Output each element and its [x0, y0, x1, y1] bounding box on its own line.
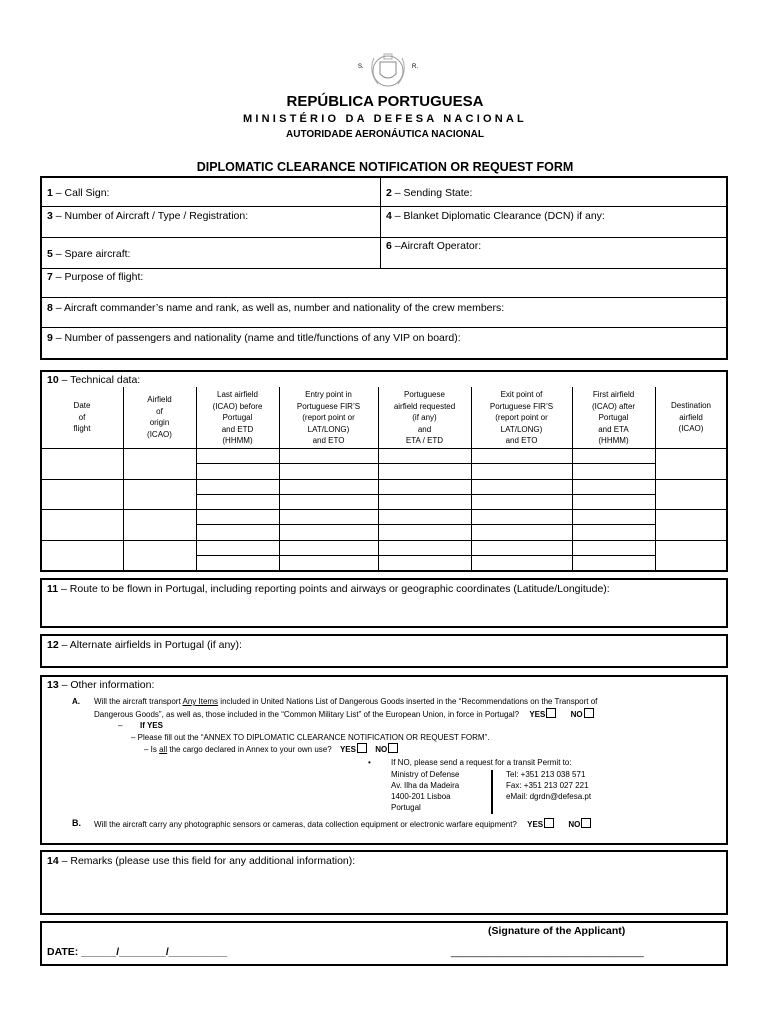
republic-title: REPÚBLICA PORTUGUESA	[286, 93, 484, 110]
spare-aircraft-field[interactable]: 5 – Spare aircraft:	[47, 248, 131, 260]
ministry-address: Ministry of Defense Av. Ilha da Madeira 1400-201 Lisboa Portugal	[391, 770, 460, 812]
cargo-own-use-question: – Is all the cargo declared in Annex to your own use? YES NO	[144, 743, 398, 755]
cargo-own-use-yes-checkbox[interactable]	[357, 743, 367, 753]
sensors-question: Will the aircraft carry any photographic sensors or cameras, data collection equipment or electronic warfare equipment? YES NO	[94, 818, 591, 830]
col-last-airfield-header: Last airfield (ICAO) before Portugal and ETD (HHMM)	[212, 390, 263, 445]
signature-label: (Signature of the Applicant)	[488, 925, 626, 937]
ministry-contact: Tel: +351 213 038 571 Fax: +351 213 027 221 eMail: dgrdn@defesa.pt	[506, 770, 592, 801]
signature-line[interactable]: _________________________________	[451, 946, 644, 958]
dangerous-goods-question: Will the aircraft transport Any Items included in United Nations List of Dangerous Goods inserted in the “Recommendations on the Transport of	[94, 697, 598, 706]
col-portuguese-airfield-header: Portuguese airfield requested (if any) and ETA / ETD	[393, 390, 456, 445]
col-destination-header: Destination airfield (ICAO)	[670, 401, 712, 433]
alternate-airfields-label: 12 – Alternate airfields in Portugal (if any):	[47, 639, 242, 651]
remarks-label: 14 – Remarks (please use this field for any additional information):	[47, 855, 356, 867]
authority-name: AUTORIDADE AERONÁUTICA NACIONAL	[286, 129, 484, 140]
seal-letter-r: R.	[412, 64, 418, 70]
sensors-no-checkbox[interactable]	[581, 818, 591, 828]
aircraft-number-type-field[interactable]: 3 – Number of Aircraft / Type / Registration:	[47, 210, 249, 222]
item-b-label: B.	[72, 818, 81, 828]
col-entry-point-header: Entry point in Portuguese FIR’S (report point or LAT/LONG) and ETO	[296, 390, 361, 445]
passengers-field[interactable]: 9 – Number of passengers and nationality (name and title/functions of any VIP on board):	[47, 332, 461, 344]
item-a-label: A.	[72, 697, 80, 706]
crew-field[interactable]: 8 – Aircraft commander’s name and rank, as well as, number and nationality of the crew members:	[47, 302, 505, 314]
dangerous-goods-no-checkbox[interactable]	[584, 708, 594, 718]
ministry-name: MINISTÉRIO DA DEFESA NACIONAL	[243, 113, 527, 125]
purpose-of-flight-field[interactable]: 7 – Purpose of flight:	[47, 271, 144, 283]
if-no-instruction: If NO, please send a request for a transit Permit to:	[391, 758, 572, 767]
blanket-clearance-field[interactable]: 4 – Blanket Diplomatic Clearance (DCN) if any:	[386, 210, 605, 222]
aircraft-operator-field[interactable]: 6 –Aircraft Operator:	[386, 240, 482, 252]
cargo-own-use-no-checkbox[interactable]	[388, 743, 398, 753]
dangerous-goods-yes-checkbox[interactable]	[546, 708, 556, 718]
form-title: DIPLOMATIC CLEARANCE NOTIFICATION OR REQUEST FORM	[196, 160, 574, 174]
technical-data-label: 10 – Technical data:	[47, 374, 141, 386]
other-info-label: 13 – Other information:	[47, 679, 155, 691]
col-first-airfield-header: First airfield (ICAO) after Portugal and ETA (HHMM)	[591, 390, 636, 445]
call-sign-field[interactable]: 1 – Call Sign:	[47, 187, 110, 199]
dangerous-goods-question-line2: Dangerous Goods”, as well as, those included in the “Common Military List” of the European Union, in force in Portugal? YES NO	[94, 708, 594, 720]
bullet: •	[368, 758, 371, 767]
if-yes-label: If YES	[140, 721, 163, 730]
fill-annex-instruction: – Please fill out the “ANNEX TO DIPLOMATIC CLEARANCE NOTIFICATION OR REQUEST FORM”.	[131, 733, 490, 742]
sensors-yes-checkbox[interactable]	[544, 818, 554, 828]
col-date-header: Date of flight	[73, 401, 91, 433]
seal-letter-s: S.	[358, 64, 364, 70]
sending-state-field[interactable]: 2 – Sending State:	[386, 187, 473, 199]
if-yes-dash: –	[118, 721, 123, 730]
col-exit-point-header: Exit point of Portuguese FIR’S (report point or LAT/LONG) and ETO	[489, 390, 554, 445]
coat-of-arms-seal	[360, 50, 416, 92]
col-origin-header: Airfield of origin (ICAO)	[147, 395, 172, 439]
date-field[interactable]: DATE: ______/________/__________	[47, 946, 228, 958]
route-label: 11 – Route to be flown in Portugal, including reporting points and airways or geographic coordinates (Latitude/Longitude):	[47, 583, 610, 595]
